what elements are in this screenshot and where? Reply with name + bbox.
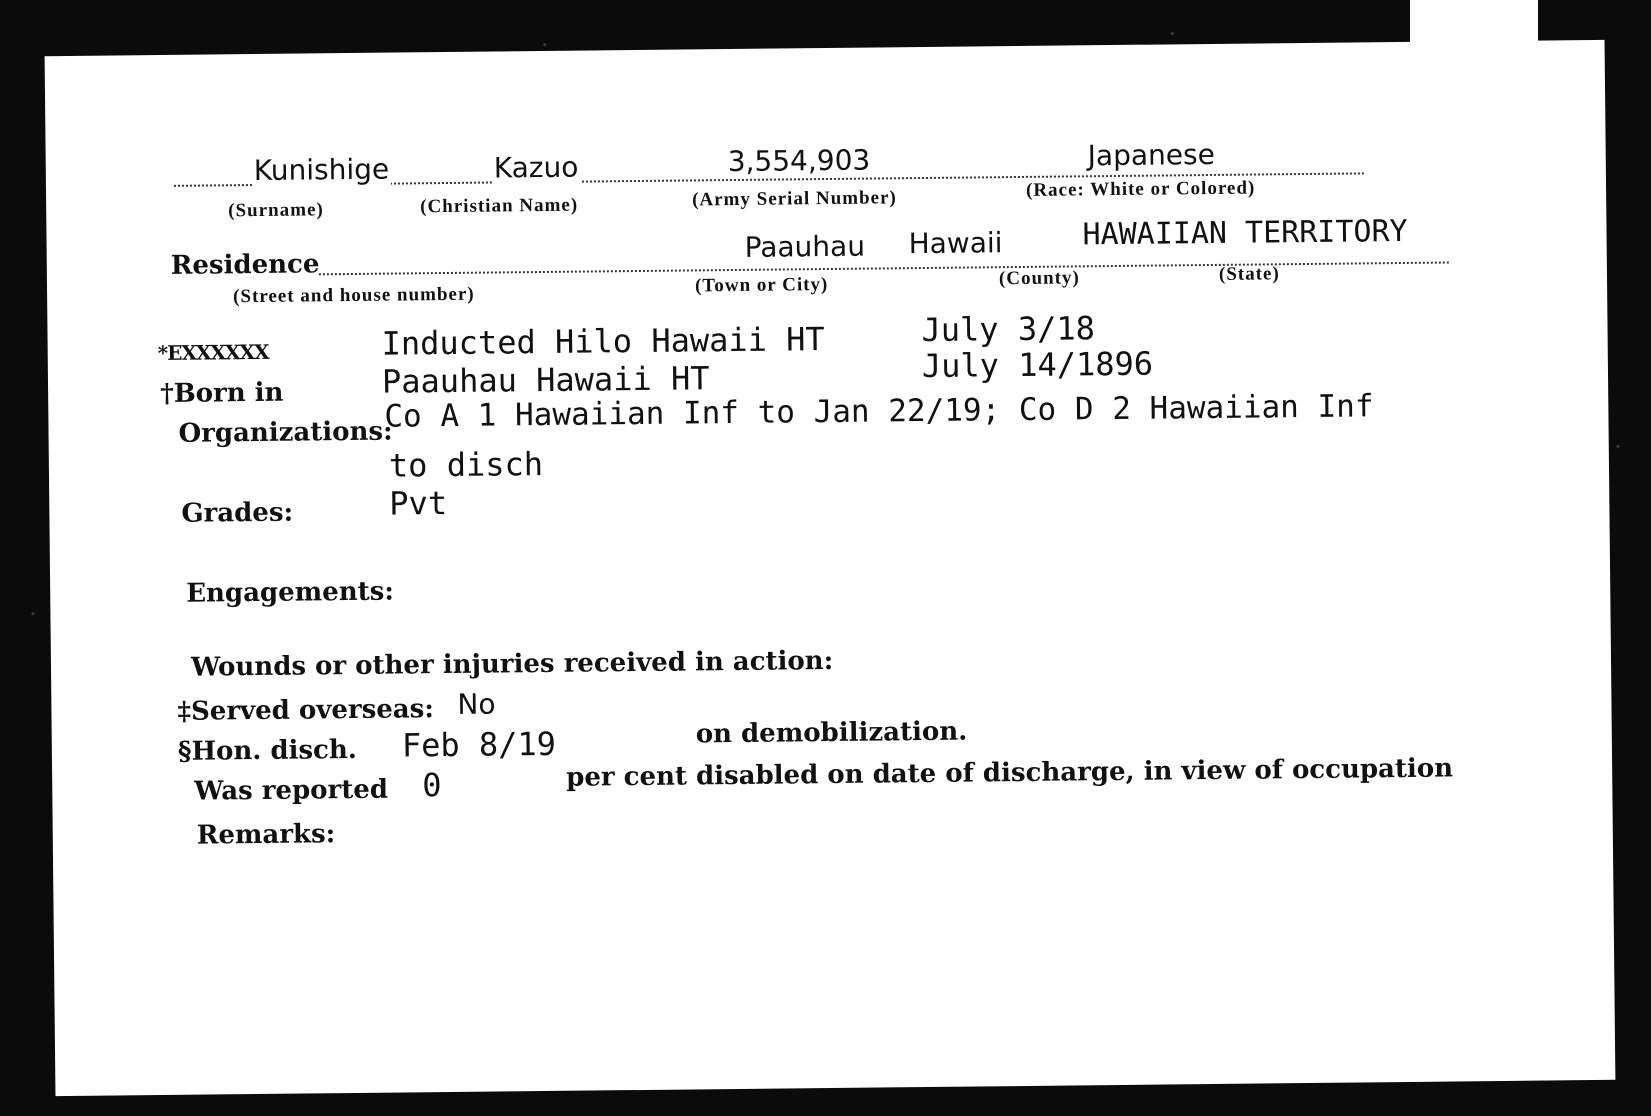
serial-number-caption: (Army Serial Number) — [692, 187, 897, 211]
born-value: Paauhau Hawaii HT — [381, 359, 710, 401]
organizations-label: Organizations: — [178, 416, 393, 449]
residence-label: Residence — [170, 249, 320, 281]
state-caption: (State) — [1218, 263, 1280, 285]
disabled-label: Was reported — [194, 774, 389, 807]
disabled-suffix: per cent disabled on date of discharge, in view of occupation — [566, 753, 1454, 793]
enlisted-value: Inducted Hilo Hawaii HT — [381, 320, 825, 363]
christian-name-value: Kazuo — [493, 150, 579, 185]
surname-value: Kunishige — [253, 152, 390, 188]
discharge-label: §Hon. disch. — [177, 734, 358, 767]
christian-name-caption: (Christian Name) — [420, 194, 579, 218]
discharge-value: Feb 8/19 — [401, 724, 557, 765]
disabled-value: 0 — [422, 766, 442, 805]
wounds-label: Wounds or other injuries received in action: — [190, 645, 834, 683]
born-date: July 14/1896 — [921, 344, 1154, 386]
race-caption: (Race: White or Colored) — [1025, 177, 1256, 201]
state-value: HAWAIIAN TERRITORY — [1082, 213, 1408, 253]
grades-value: Pvt — [389, 484, 448, 523]
town-caption: (Town or City) — [694, 274, 829, 297]
county-caption: (County) — [998, 267, 1080, 290]
engagements-label: Engagements: — [186, 576, 395, 609]
organizations-line2: to disch — [388, 445, 544, 485]
remarks-label: Remarks: — [196, 819, 336, 851]
town-value: Paauhau — [744, 229, 866, 264]
enlisted-label: *EXXXXXX — [157, 339, 269, 366]
grades-label: Grades: — [181, 497, 294, 529]
enlisted-date: July 3/18 — [921, 309, 1096, 350]
serial-number-value: 3,554,903 — [727, 143, 871, 179]
race-value: Japanese — [1087, 137, 1216, 173]
surname-caption: (Surname) — [228, 199, 324, 222]
discharge-suffix: on demobilization. — [695, 716, 968, 750]
overseas-label: ‡Served overseas: — [177, 694, 435, 727]
organizations-line1: Co A 1 Hawaiian Inf to Jan 22/19; Co D 2 Hawaiian Inf — [384, 388, 1374, 435]
born-label: †Born in — [159, 377, 284, 410]
street-caption: (Street and house number) — [233, 283, 475, 308]
county-value: Hawaii — [908, 226, 1003, 261]
service-record-card — [45, 40, 1616, 1096]
overseas-value: No — [457, 687, 496, 721]
